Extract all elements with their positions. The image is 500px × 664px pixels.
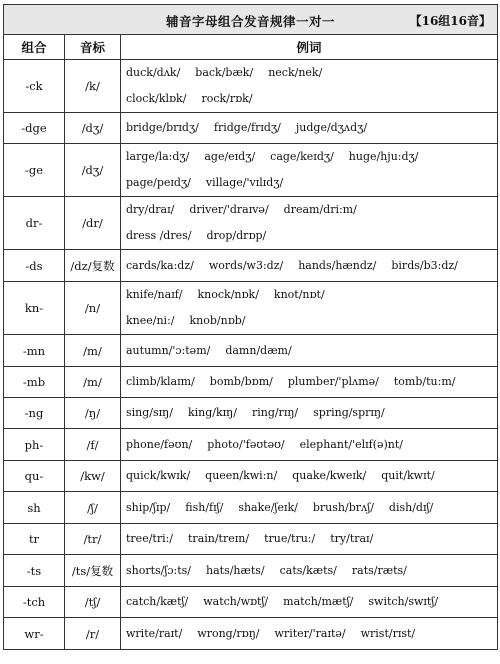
example-word: clock/klɒk/: [126, 92, 187, 105]
table-row: [4, 524, 498, 555]
table-row: [4, 398, 498, 429]
example-word: page/peɪdʒ/: [126, 176, 191, 189]
phonetic-symbol: /kw/: [65, 461, 121, 492]
example-word: dress /dres/: [126, 229, 192, 242]
letter-combination: -mb: [4, 367, 65, 398]
example-line: [126, 115, 497, 141]
document-title: 辅音字母组合发音规律一对一: [166, 14, 336, 29]
example-word: wrist/rɪst/: [360, 626, 416, 640]
header-examples: 例词: [121, 35, 498, 60]
example-words: [121, 197, 498, 250]
example-word: shake/ʃeɪk/: [238, 500, 298, 514]
example-word: hats/hæts/: [206, 563, 265, 577]
phonetic-symbol: /dʒ/: [65, 144, 121, 197]
example-line: [126, 253, 497, 279]
phonetic-symbol: /ts/复数: [65, 555, 121, 587]
example-line: [126, 60, 497, 86]
example-words: [121, 398, 498, 429]
example-word: photo/'fəʊtəʊ/: [207, 437, 285, 451]
letter-combination: dr-: [4, 197, 65, 250]
example-word: quake/kweɪk/: [292, 469, 367, 482]
example-word: cats/kæts/: [279, 563, 337, 577]
example-words: [121, 335, 498, 367]
example-word: write/raɪt/: [126, 626, 183, 640]
table-row: [4, 282, 498, 335]
letter-combination: sh: [4, 492, 65, 524]
example-line: [126, 308, 497, 334]
example-word: match/mætʃ/: [283, 595, 354, 608]
example-word: autumn/'ɔ:təm/: [126, 343, 211, 357]
header-phonetic: 音标: [65, 35, 121, 60]
example-word: elephant/'elɪf(ə)nt/: [299, 437, 404, 451]
example-word: dream/dri:m/: [283, 203, 357, 216]
example-word: knife/naɪf/: [126, 288, 183, 301]
example-word: large/la:dʒ/: [126, 150, 190, 163]
letter-combination: -ds: [4, 250, 65, 282]
example-word: train/treɪn/: [188, 532, 250, 545]
example-word: neck/nek/: [268, 66, 323, 79]
table-row: [4, 113, 498, 144]
example-line: [126, 197, 497, 223]
example-word: true/tru:/: [264, 532, 316, 545]
table-row: [4, 367, 498, 398]
example-words: [121, 618, 498, 650]
example-words: [121, 492, 498, 524]
letter-combination: kn-: [4, 282, 65, 335]
phonetic-symbol: /n/: [65, 282, 121, 335]
phonetic-symbol: /tʃ/: [65, 587, 121, 618]
example-line: [126, 495, 497, 521]
example-word: rats/ræts/: [351, 563, 407, 577]
phonetic-symbol: /dr/: [65, 197, 121, 250]
example-word: king/kɪŋ/: [187, 406, 237, 419]
example-line: [126, 558, 497, 584]
phonetic-symbol: /ʃ/: [65, 492, 121, 524]
example-line: [126, 282, 497, 308]
example-word: dry/draɪ/: [126, 203, 175, 216]
example-word: quit/kwɪt/: [381, 469, 435, 482]
example-word: hands/hændz/: [298, 258, 377, 272]
letter-combination: -ck: [4, 60, 65, 113]
phonetic-symbol: /ŋ/: [65, 398, 121, 429]
example-line: [126, 86, 497, 112]
example-word: village/'vɪlɪdʒ/: [205, 176, 284, 189]
phonetic-symbol: /m/: [65, 335, 121, 367]
example-line: [126, 369, 497, 395]
example-words: [121, 524, 498, 555]
example-word: words/w3:dz/: [208, 258, 284, 272]
title-row: [4, 5, 498, 35]
example-line: [126, 463, 497, 489]
example-word: ring/rɪŋ/: [251, 406, 299, 419]
example-word: quick/kwɪk/: [126, 469, 191, 482]
example-word: ship/ʃɪp/: [126, 500, 171, 514]
phonetic-symbol: /m/: [65, 367, 121, 398]
example-words: [121, 587, 498, 618]
example-word: catch/kætʃ/: [126, 595, 189, 608]
group-count-badge: 【16组16音】: [409, 14, 492, 28]
example-word: try/traɪ/: [330, 532, 374, 545]
table-row: [4, 461, 498, 492]
letter-combination: wr-: [4, 618, 65, 650]
letter-combination: -ts: [4, 555, 65, 587]
table-row: [4, 429, 498, 461]
example-word: switch/swɪtʃ/: [368, 595, 439, 608]
header-combo: 组合: [4, 35, 65, 60]
table-row: [4, 555, 498, 587]
letter-combination: -ge: [4, 144, 65, 197]
example-word: cards/ka:dz/: [126, 258, 194, 272]
example-word: sing/sɪŋ/: [126, 406, 173, 419]
example-words: [121, 367, 498, 398]
table-row: [4, 335, 498, 367]
example-word: climb/klaɪm/: [126, 375, 195, 388]
example-words: [121, 555, 498, 587]
example-word: fish/fɪʃ/: [185, 500, 224, 514]
letter-combination: ph-: [4, 429, 65, 461]
example-word: knock/nɒk/: [197, 288, 259, 301]
example-line: [126, 621, 497, 647]
example-word: knee/ni:/: [126, 314, 175, 327]
example-word: watch/wɒtʃ/: [203, 595, 269, 608]
example-word: rock/rɒk/: [201, 92, 253, 105]
table-row: [4, 587, 498, 618]
table-row: [4, 250, 498, 282]
letter-combination: tr: [4, 524, 65, 555]
example-words: [121, 144, 498, 197]
example-line: [126, 144, 497, 170]
phonetic-symbol: /r/: [65, 618, 121, 650]
example-word: queen/kwi:n/: [205, 469, 278, 482]
example-word: judge/dʒʌdʒ/: [295, 121, 368, 134]
example-line: [126, 526, 497, 552]
example-line: [126, 432, 497, 458]
example-word: plumber/'plʌmə/: [287, 375, 379, 388]
example-line: [126, 170, 497, 196]
letter-combination: -ng: [4, 398, 65, 429]
title-cell: [4, 5, 498, 35]
example-word: bomb/bɒm/: [209, 375, 273, 388]
header-row: [4, 35, 498, 60]
example-word: knot/nɒt/: [273, 288, 325, 301]
phonetic-symbol: /tr/: [65, 524, 121, 555]
example-words: [121, 282, 498, 335]
phonetic-symbol: /f/: [65, 429, 121, 461]
phonetic-symbol: /dʒ/: [65, 113, 121, 144]
example-word: shorts/ʃɔ:ts/: [126, 563, 192, 577]
letter-combination: -tch: [4, 587, 65, 618]
phonics-table: [3, 4, 498, 650]
example-word: back/bæk/: [195, 66, 254, 79]
example-word: writer/'raɪtə/: [274, 626, 346, 640]
table-body: [4, 60, 498, 650]
example-words: [121, 429, 498, 461]
example-line: [126, 589, 497, 615]
example-words: [121, 113, 498, 144]
table-row: [4, 144, 498, 197]
example-words: [121, 461, 498, 492]
letter-combination: -mn: [4, 335, 65, 367]
example-word: damn/dæm/: [225, 343, 292, 357]
example-words: [121, 250, 498, 282]
phonetic-symbol: /k/: [65, 60, 121, 113]
example-words: [121, 60, 498, 113]
example-word: birds/b3:dz/: [391, 258, 458, 272]
example-line: [126, 400, 497, 426]
example-word: age/eɪdʒ/: [204, 150, 256, 163]
table-row: [4, 60, 498, 113]
example-word: bridge/brɪdʒ/: [126, 121, 199, 134]
example-word: brush/brʌʃ/: [312, 500, 374, 514]
example-word: tree/tri:/: [126, 532, 174, 545]
phonetic-symbol: /dz/复数: [65, 250, 121, 282]
example-word: dish/dɪʃ/: [388, 500, 434, 514]
example-word: driver/'draɪvə/: [189, 203, 269, 216]
table-row: [4, 197, 498, 250]
example-word: knob/nɒb/: [189, 314, 246, 327]
example-word: huge/hju:dʒ/: [348, 150, 419, 163]
letter-combination: qu-: [4, 461, 65, 492]
example-word: duck/dʌk/: [126, 66, 181, 79]
example-line: [126, 223, 497, 249]
example-word: cage/keɪdʒ/: [270, 150, 334, 163]
example-line: [126, 338, 497, 364]
example-word: spring/sprɪŋ/: [313, 406, 385, 419]
example-word: drop/drɒp/: [206, 229, 267, 242]
example-word: phone/fəʊn/: [126, 437, 193, 451]
table-row: [4, 618, 498, 650]
example-word: wrong/rɒŋ/: [197, 626, 260, 640]
table-row: [4, 492, 498, 524]
example-word: fridge/frɪdʒ/: [213, 121, 281, 134]
letter-combination: -dge: [4, 113, 65, 144]
example-word: tomb/tu:m/: [393, 375, 456, 388]
